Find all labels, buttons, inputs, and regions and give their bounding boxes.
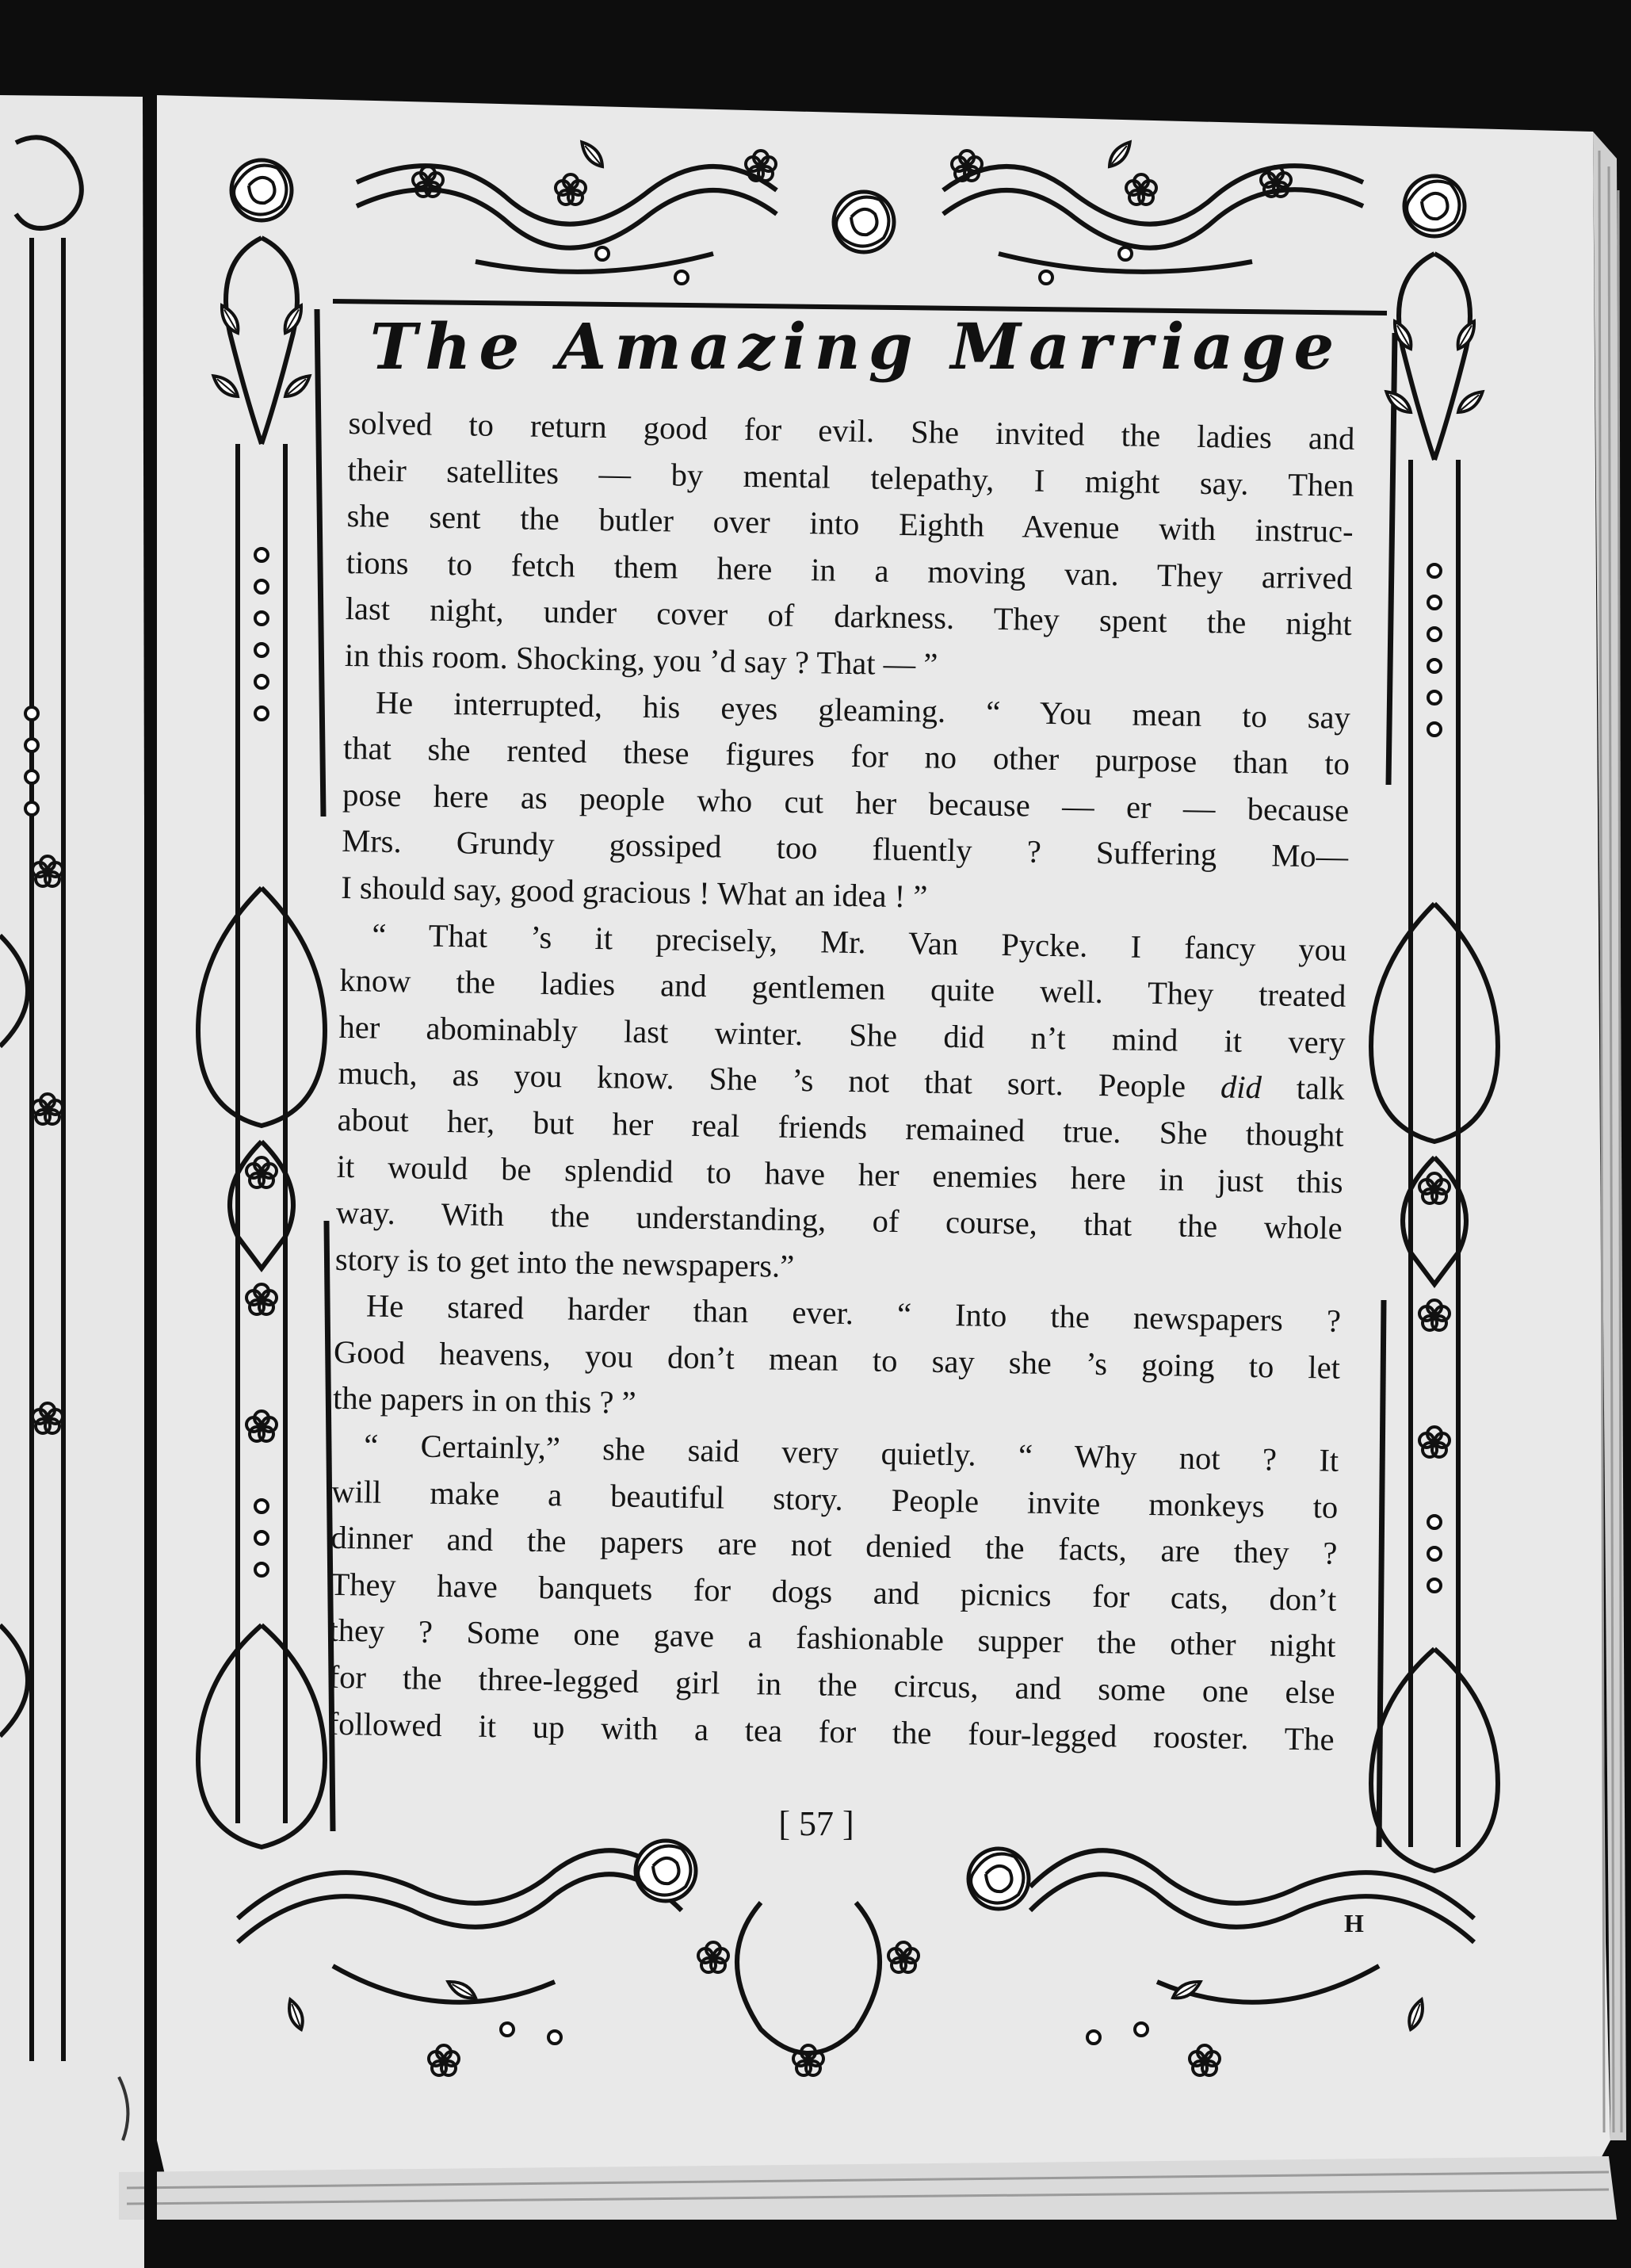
text-line: He stared harder than ever. “ Into the newspapers ? (365, 1287, 1342, 1340)
body-text (327, 400, 1355, 1763)
text-line: her abominably last winter. She did n’t mind it very (338, 1008, 1346, 1061)
text-line: the papers in on this ? ” (332, 1380, 636, 1421)
text-line: Mrs. Grundy gossiped too fluently ? Suffering Mo— (341, 823, 1349, 875)
text-line: solved to return good for evil. She invited the ladies and (348, 404, 1355, 457)
text-line: They have banquets for dogs and picnics for cats, don’t (330, 1566, 1337, 1618)
text-line: for the three-legged girl in the circus, and some one else (328, 1658, 1335, 1711)
text-line: “ That ’s it precisely, Mr. Van Pycke. I fancy you (372, 916, 1347, 968)
text-line: about her, but her real friends remained true. She thought (337, 1101, 1344, 1153)
text-line: followed it up with a tea for the four-legged rooster. The (327, 1705, 1335, 1757)
text-fragment: talk (1261, 1069, 1345, 1107)
text-line: their satellites — by mental telepathy, I might say. Then (347, 451, 1354, 503)
text-line: Good heavens, you don’t mean to say she ’s going to let (333, 1333, 1341, 1386)
text-line: last night, under cover of darkness. They spent the night (345, 591, 1353, 643)
text-line: that she rented these figures for no other purpose than to (342, 730, 1350, 782)
text-line: it would be splendid to have her enemies here in just this (336, 1148, 1344, 1200)
text-line: she sent the butler over into Eighth Avenue with instruc- (346, 498, 1354, 550)
page-title: The Amazing Marriage (369, 309, 1343, 384)
text-line: tions to fetch them here in a moving van. They arrived (346, 544, 1353, 596)
italic-word: did (1220, 1069, 1262, 1106)
text-line: they ? Some one gave a fashionable supper the other night (329, 1612, 1336, 1665)
text-line: will make a beautiful story. People invite monkeys to (331, 1473, 1339, 1525)
text-line: I should say, good gracious ! What an idea ! ” (340, 869, 928, 915)
text-line: story is to get into the newspapers.” (334, 1241, 795, 1284)
text-fragment: much, as you know. She ’s not that sort. People (338, 1055, 1221, 1105)
text-line: know the ladies and gentlemen quite well. They treated (339, 962, 1346, 1014)
illustrator-monogram: H (1344, 1909, 1364, 1937)
text-line: dinner and the papers are not denied the facts, are they ? (330, 1520, 1338, 1572)
text-line: He interrupted, his eyes gleaming. “ You mean to say (375, 684, 1351, 736)
text-line: in this room. Shocking, you ’d say ? That — ” (344, 637, 938, 683)
text-line: pose here as people who cut her because — er — because (342, 776, 1350, 828)
page-number: [ 57 ] (778, 1804, 854, 1843)
text-line: way. With the understanding, of course, that the whole (335, 1194, 1343, 1246)
text-line: “ Certainly,” she said very quietly. “ Why not ? It (363, 1427, 1339, 1478)
